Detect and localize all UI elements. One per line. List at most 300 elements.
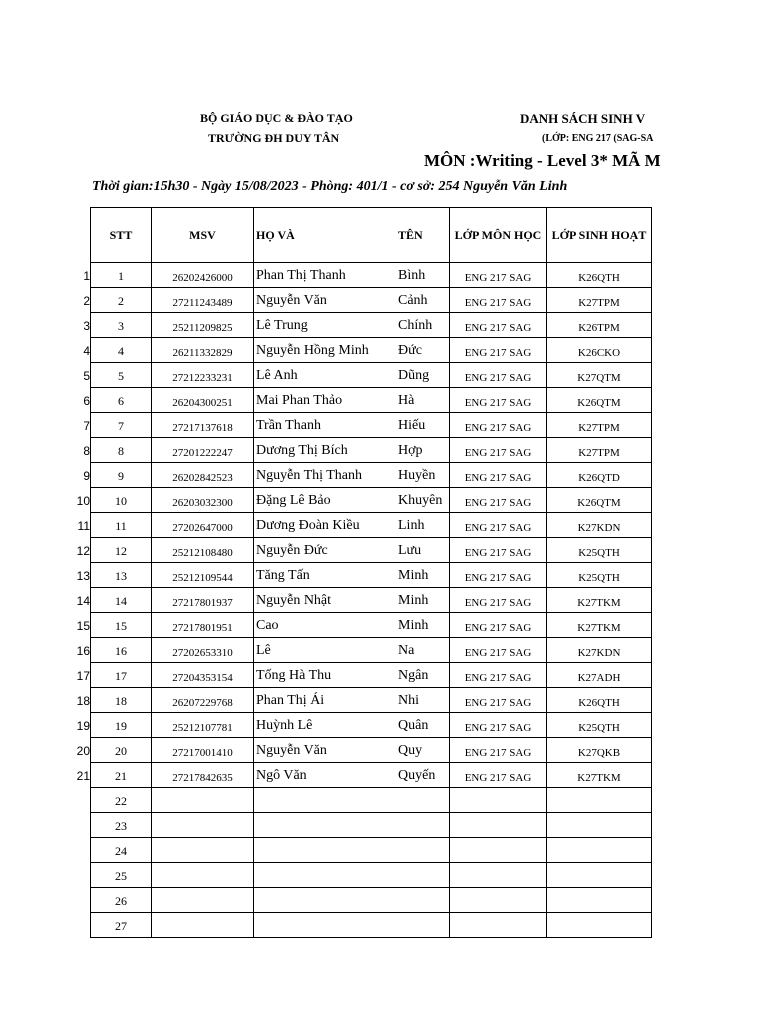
stt-cell bbox=[91, 513, 152, 538]
ten-text: Minh bbox=[398, 593, 429, 608]
table-row bbox=[91, 288, 652, 313]
msv-cell-text: 27211243489 bbox=[172, 297, 233, 309]
homeroom-cell-text: K27TPM bbox=[578, 422, 620, 434]
name-cell bbox=[254, 438, 450, 463]
stt-cell bbox=[91, 863, 152, 888]
msv-cell-text: 27212233231 bbox=[172, 372, 233, 384]
msv-cell bbox=[152, 363, 254, 388]
homeroom-cell-text: K27TKM bbox=[577, 597, 621, 609]
row-number: 11 bbox=[77, 519, 90, 533]
ho-va-text: Nguyễn Văn bbox=[256, 743, 327, 758]
table-row bbox=[91, 513, 652, 538]
stt-cell-text: 27 bbox=[115, 919, 127, 933]
homeroom-cell bbox=[547, 313, 652, 338]
class-cell bbox=[450, 413, 547, 438]
row-number: 13 bbox=[76, 569, 90, 583]
table-row bbox=[91, 863, 652, 888]
table-row bbox=[91, 488, 652, 513]
name-cell-content bbox=[254, 393, 449, 412]
ten-text: Huyền bbox=[398, 468, 436, 483]
class-cell bbox=[450, 763, 547, 788]
stt-cell-text: 5 bbox=[118, 369, 124, 383]
row-number: 9 bbox=[83, 469, 90, 483]
class-cell-text: ENG 217 SAG bbox=[464, 597, 532, 609]
name-cell bbox=[254, 588, 450, 613]
stt-cell-text: 2 bbox=[118, 294, 124, 308]
name-cell bbox=[254, 713, 450, 738]
msv-cell bbox=[152, 738, 254, 763]
homeroom-cell bbox=[547, 288, 652, 313]
name-cell bbox=[254, 813, 450, 838]
ho-va-text: Trần Thanh bbox=[256, 418, 321, 433]
stt-cell bbox=[91, 713, 152, 738]
homeroom-cell-text bbox=[547, 797, 651, 812]
homeroom-cell-text: K25QTH bbox=[578, 547, 620, 559]
msv-cell bbox=[152, 513, 254, 538]
homeroom-cell bbox=[547, 638, 652, 663]
table-row bbox=[91, 563, 652, 588]
ten-text: Đức bbox=[398, 343, 422, 358]
table-row bbox=[91, 413, 652, 438]
msv-cell-text: 27217801951 bbox=[172, 622, 233, 634]
name-cell bbox=[254, 388, 450, 413]
ho-va-text: Huỳnh Lê bbox=[256, 718, 313, 733]
homeroom-cell-text: K26TPM bbox=[578, 322, 620, 334]
msv-cell-text: 25212108480 bbox=[172, 547, 233, 559]
msv-cell bbox=[152, 538, 254, 563]
name-cell bbox=[254, 888, 450, 913]
name-cell bbox=[254, 638, 450, 663]
stt-cell-text: 6 bbox=[118, 394, 124, 408]
table-row bbox=[91, 838, 652, 863]
homeroom-cell-text: K27KDN bbox=[577, 522, 621, 534]
msv-cell-text: 26202842523 bbox=[172, 472, 233, 484]
homeroom-cell bbox=[547, 563, 652, 588]
msv-cell-text: 27202647000 bbox=[172, 522, 233, 534]
row-number: 3 bbox=[83, 319, 90, 333]
column-header-stt: STT bbox=[91, 208, 152, 263]
homeroom-cell bbox=[547, 438, 652, 463]
msv-cell-text bbox=[152, 872, 253, 887]
ten-text: Hợp bbox=[398, 443, 423, 458]
ten-text: Quân bbox=[398, 718, 429, 733]
stt-cell-text: 26 bbox=[115, 894, 127, 908]
homeroom-cell-text bbox=[547, 822, 651, 837]
msv-cell-text: 26202426000 bbox=[172, 272, 233, 284]
stt-cell bbox=[91, 663, 152, 688]
msv-cell bbox=[152, 638, 254, 663]
msv-cell-text: 26207229768 bbox=[172, 697, 233, 709]
homeroom-cell-text: K26QTM bbox=[577, 397, 621, 409]
ten-text: Ngân bbox=[398, 668, 429, 683]
name-cell-content bbox=[254, 843, 449, 862]
homeroom-cell-text: K26QTH bbox=[578, 272, 620, 284]
class-cell-text: ENG 217 SAG bbox=[464, 572, 532, 584]
name-cell-content bbox=[254, 643, 449, 662]
msv-cell-text bbox=[152, 922, 253, 937]
class-cell-text bbox=[450, 847, 546, 862]
table-row bbox=[91, 638, 652, 663]
table-row bbox=[91, 688, 652, 713]
name-cell bbox=[254, 513, 450, 538]
ministry-name: BỘ GIÁO DỤC & ĐÀO TẠO bbox=[200, 111, 353, 125]
name-cell bbox=[254, 563, 450, 588]
stt-cell-text: 14 bbox=[115, 594, 127, 608]
class-cell-text: ENG 217 SAG bbox=[464, 672, 532, 684]
row-number: 18 bbox=[76, 694, 90, 708]
msv-cell bbox=[152, 888, 254, 913]
msv-cell-text: 27204353154 bbox=[172, 672, 233, 684]
name-cell bbox=[254, 363, 450, 388]
table-row bbox=[91, 613, 652, 638]
ten-text: Khuyên bbox=[398, 493, 443, 508]
class-cell-text: ENG 217 SAG bbox=[464, 772, 532, 784]
stt-cell bbox=[91, 388, 152, 413]
ten-text: Bình bbox=[398, 268, 426, 283]
class-cell bbox=[450, 663, 547, 688]
stt-cell bbox=[91, 288, 152, 313]
class-cell bbox=[450, 813, 547, 838]
homeroom-cell bbox=[547, 363, 652, 388]
class-cell-text: ENG 217 SAG bbox=[464, 622, 532, 634]
stt-cell bbox=[91, 888, 152, 913]
row-number: 6 bbox=[83, 394, 90, 408]
ho-va-text: Lê Trung bbox=[256, 318, 308, 333]
msv-cell bbox=[152, 288, 254, 313]
table-row bbox=[91, 663, 652, 688]
name-cell-content bbox=[254, 718, 449, 737]
msv-cell-text: 27217801937 bbox=[172, 597, 233, 609]
ten-text: Dũng bbox=[398, 368, 430, 383]
msv-cell bbox=[152, 263, 254, 288]
row-number: 20 bbox=[76, 744, 90, 758]
stt-cell bbox=[91, 538, 152, 563]
row-number: 10 bbox=[76, 494, 90, 508]
ho-va-text: Phan Thị Ái bbox=[256, 693, 325, 708]
class-cell bbox=[450, 888, 547, 913]
name-cell-content bbox=[254, 443, 449, 462]
homeroom-cell-text bbox=[547, 897, 651, 912]
stt-cell-text: 1 bbox=[118, 269, 124, 283]
stt-cell bbox=[91, 638, 152, 663]
class-cell-text: ENG 217 SAG bbox=[464, 472, 532, 484]
name-cell bbox=[254, 738, 450, 763]
class-cell-text: ENG 217 SAG bbox=[464, 397, 532, 409]
name-cell-content bbox=[254, 543, 449, 562]
stt-cell-text: 8 bbox=[118, 444, 124, 458]
row-number: 5 bbox=[83, 369, 90, 383]
class-cell-text: ENG 217 SAG bbox=[464, 322, 532, 334]
name-cell-content bbox=[254, 743, 449, 762]
homeroom-cell bbox=[547, 463, 652, 488]
subject-line: MÔN :Writing - Level 3* MÃ M bbox=[424, 151, 661, 170]
stt-cell-text: 15 bbox=[115, 619, 127, 633]
stt-cell bbox=[91, 263, 152, 288]
row-number: 12 bbox=[76, 544, 90, 558]
university-name: TRƯỜNG ĐH DUY TÂN bbox=[208, 131, 340, 145]
homeroom-cell bbox=[547, 738, 652, 763]
column-header-ten: TÊN bbox=[398, 227, 423, 242]
class-cell bbox=[450, 913, 547, 938]
class-cell-text: ENG 217 SAG bbox=[464, 347, 532, 359]
name-cell bbox=[254, 788, 450, 813]
class-cell-text bbox=[450, 872, 546, 887]
stt-cell bbox=[91, 813, 152, 838]
class-cell-text: ENG 217 SAG bbox=[464, 422, 532, 434]
msv-cell bbox=[152, 563, 254, 588]
row-number: 15 bbox=[76, 619, 90, 633]
homeroom-cell bbox=[547, 613, 652, 638]
class-cell bbox=[450, 438, 547, 463]
stt-cell-text: 13 bbox=[115, 569, 127, 583]
stt-cell-text: 10 bbox=[115, 494, 127, 508]
ho-va-text: Mai Phan Thảo bbox=[256, 393, 343, 408]
stt-cell-text: 3 bbox=[118, 319, 124, 333]
class-cell bbox=[450, 588, 547, 613]
column-header-lop-mon-hoc: LỚP MÔN HỌC bbox=[450, 208, 547, 263]
ten-text: Chính bbox=[398, 318, 433, 333]
homeroom-cell bbox=[547, 263, 652, 288]
table-row bbox=[91, 588, 652, 613]
table-row bbox=[91, 313, 652, 338]
name-cell bbox=[254, 313, 450, 338]
class-cell bbox=[450, 363, 547, 388]
stt-cell-text: 19 bbox=[115, 719, 127, 733]
name-cell bbox=[254, 913, 450, 938]
homeroom-cell bbox=[547, 813, 652, 838]
name-cell bbox=[254, 688, 450, 713]
name-cell-content bbox=[254, 518, 449, 537]
msv-cell bbox=[152, 388, 254, 413]
homeroom-cell-text: K26QTM bbox=[577, 497, 621, 509]
name-cell-content bbox=[254, 418, 449, 437]
stt-cell-text: 22 bbox=[115, 794, 127, 808]
name-cell-content bbox=[254, 868, 449, 887]
homeroom-cell bbox=[547, 863, 652, 888]
ten-text: Quy bbox=[398, 743, 423, 758]
msv-cell bbox=[152, 613, 254, 638]
ho-va-text: Nguyễn Văn bbox=[256, 293, 327, 308]
homeroom-cell-text: K25QTH bbox=[578, 572, 620, 584]
name-cell-content bbox=[254, 893, 449, 912]
homeroom-cell-text: K27TPM bbox=[578, 297, 620, 309]
msv-cell bbox=[152, 313, 254, 338]
msv-cell-text: 27202653310 bbox=[172, 647, 233, 659]
homeroom-cell bbox=[547, 588, 652, 613]
row-number: 1 bbox=[83, 269, 90, 283]
row-number: 17 bbox=[76, 669, 90, 683]
ho-va-text: Nguyễn Thị Thanh bbox=[256, 468, 363, 483]
class-cell-text: ENG 217 SAG bbox=[464, 647, 532, 659]
stt-cell bbox=[91, 613, 152, 638]
row-number: 2 bbox=[83, 294, 90, 308]
class-cell bbox=[450, 713, 547, 738]
table-row bbox=[91, 788, 652, 813]
table-row bbox=[91, 363, 652, 388]
ho-va-text: Nguyễn Nhật bbox=[256, 593, 332, 608]
table-header-row bbox=[91, 208, 652, 263]
homeroom-cell-text: K27KDN bbox=[577, 647, 621, 659]
class-cell bbox=[450, 613, 547, 638]
table-row bbox=[91, 763, 652, 788]
exam-info: Thời gian:15h30 - Ngày 15/08/2023 - Phòng: 401/1 - cơ sở: 254 Nguyễn Văn Linh bbox=[92, 179, 568, 194]
column-header-ho-va: HỌ VÀ bbox=[256, 227, 295, 242]
homeroom-cell bbox=[547, 538, 652, 563]
msv-cell-text bbox=[152, 797, 253, 812]
msv-cell-text bbox=[152, 822, 253, 837]
homeroom-cell bbox=[547, 338, 652, 363]
stt-cell bbox=[91, 488, 152, 513]
name-cell-content bbox=[254, 693, 449, 712]
stt-cell bbox=[91, 313, 152, 338]
table-row bbox=[91, 263, 652, 288]
class-cell bbox=[450, 563, 547, 588]
class-cell-text bbox=[450, 822, 546, 837]
name-cell-content bbox=[254, 593, 449, 612]
name-cell-content bbox=[254, 918, 449, 937]
name-cell-content bbox=[254, 568, 449, 587]
homeroom-cell bbox=[547, 388, 652, 413]
homeroom-cell bbox=[547, 413, 652, 438]
homeroom-cell-text bbox=[547, 922, 651, 937]
name-cell bbox=[254, 488, 450, 513]
msv-cell-text: 25212107781 bbox=[172, 722, 233, 734]
msv-cell bbox=[152, 913, 254, 938]
homeroom-cell bbox=[547, 488, 652, 513]
msv-cell-text: 27201222247 bbox=[172, 447, 233, 459]
ho-va-text: Đặng Lê Bảo bbox=[256, 493, 331, 508]
class-line: (LỚP: ENG 217 (SAG-SA bbox=[542, 133, 654, 144]
name-cell-content bbox=[254, 818, 449, 837]
msv-cell bbox=[152, 338, 254, 363]
row-number: 19 bbox=[76, 719, 90, 733]
class-cell bbox=[450, 488, 547, 513]
class-cell-text bbox=[450, 922, 546, 937]
msv-cell-text: 27217001410 bbox=[172, 747, 233, 759]
ho-va-text: Tống Hà Thu bbox=[256, 668, 332, 683]
msv-cell-text: 27217842635 bbox=[172, 772, 233, 784]
homeroom-cell bbox=[547, 913, 652, 938]
homeroom-cell-text: K27ADH bbox=[577, 672, 621, 684]
name-cell-content bbox=[254, 293, 449, 312]
ten-text: Hà bbox=[398, 393, 415, 408]
msv-cell bbox=[152, 863, 254, 888]
stt-cell-text: 11 bbox=[115, 519, 127, 533]
msv-cell bbox=[152, 838, 254, 863]
msv-cell bbox=[152, 413, 254, 438]
msv-cell-text: 26203032300 bbox=[172, 497, 233, 509]
msv-cell bbox=[152, 663, 254, 688]
stt-cell bbox=[91, 438, 152, 463]
stt-cell bbox=[91, 563, 152, 588]
stt-cell bbox=[91, 788, 152, 813]
class-cell bbox=[450, 388, 547, 413]
class-cell-text: ENG 217 SAG bbox=[464, 272, 532, 284]
msv-cell-text bbox=[152, 897, 253, 912]
homeroom-cell-text: K27TPM bbox=[578, 447, 620, 459]
stt-cell bbox=[91, 913, 152, 938]
stt-cell bbox=[91, 763, 152, 788]
stt-cell-text: 16 bbox=[115, 644, 127, 658]
table-row bbox=[91, 738, 652, 763]
ho-va-text: Nguyễn Đức bbox=[256, 543, 328, 558]
class-cell bbox=[450, 838, 547, 863]
table-row bbox=[91, 813, 652, 838]
stt-cell-text: 7 bbox=[118, 419, 124, 433]
name-cell-content bbox=[254, 493, 449, 512]
stt-cell-text: 9 bbox=[118, 469, 124, 483]
name-cell-content bbox=[254, 468, 449, 487]
stt-cell-text: 21 bbox=[115, 769, 127, 783]
class-cell bbox=[450, 313, 547, 338]
class-cell-text: ENG 217 SAG bbox=[464, 722, 532, 734]
class-cell bbox=[450, 863, 547, 888]
ho-va-text: Dương Đoàn Kiều bbox=[256, 518, 360, 533]
row-number: 4 bbox=[83, 344, 90, 358]
msv-cell bbox=[152, 788, 254, 813]
class-cell-text: ENG 217 SAG bbox=[464, 372, 532, 384]
homeroom-cell-text: K25QTH bbox=[578, 722, 620, 734]
homeroom-cell-text: K27TKM bbox=[577, 772, 621, 784]
homeroom-cell bbox=[547, 513, 652, 538]
homeroom-cell bbox=[547, 663, 652, 688]
msv-cell-text: 25212109544 bbox=[172, 572, 233, 584]
column-header-msv: MSV bbox=[152, 208, 254, 263]
msv-cell bbox=[152, 463, 254, 488]
class-cell-text: ENG 217 SAG bbox=[464, 447, 532, 459]
class-cell-text bbox=[450, 897, 546, 912]
table-row bbox=[91, 338, 652, 363]
column-header-lop-sinh-hoat: LỚP SINH HOẠT bbox=[547, 208, 652, 263]
msv-cell bbox=[152, 688, 254, 713]
class-cell bbox=[450, 688, 547, 713]
ten-text: Quyến bbox=[398, 768, 436, 783]
class-cell bbox=[450, 788, 547, 813]
row-number: 21 bbox=[76, 769, 90, 783]
homeroom-cell-text: K26QTD bbox=[578, 472, 620, 484]
ho-va-text: Dương Thị Bích bbox=[256, 443, 348, 458]
class-cell-text: ENG 217 SAG bbox=[464, 522, 532, 534]
homeroom-cell-text: K27TKM bbox=[577, 622, 621, 634]
stt-cell-text: 18 bbox=[115, 694, 127, 708]
ho-va-text: Cao bbox=[256, 618, 279, 633]
ho-va-text: Tăng Tấn bbox=[256, 568, 310, 583]
homeroom-cell bbox=[547, 763, 652, 788]
msv-cell bbox=[152, 713, 254, 738]
name-cell-content bbox=[254, 368, 449, 387]
row-number: 14 bbox=[76, 594, 90, 608]
name-cell bbox=[254, 288, 450, 313]
homeroom-cell bbox=[547, 788, 652, 813]
class-cell bbox=[450, 638, 547, 663]
name-cell-content bbox=[254, 318, 449, 337]
ten-text: Na bbox=[398, 643, 415, 658]
name-cell-content bbox=[254, 618, 449, 637]
ten-text: Minh bbox=[398, 568, 429, 583]
class-cell-text: ENG 217 SAG bbox=[464, 297, 532, 309]
stt-cell bbox=[91, 363, 152, 388]
homeroom-cell-text: K27QTM bbox=[577, 372, 621, 384]
msv-cell bbox=[152, 588, 254, 613]
ten-text: Hiếu bbox=[398, 418, 426, 433]
ho-va-text: Phan Thị Thanh bbox=[256, 268, 346, 283]
name-cell bbox=[254, 663, 450, 688]
stt-cell bbox=[91, 588, 152, 613]
stt-cell-text: 4 bbox=[118, 344, 124, 358]
class-cell bbox=[450, 263, 547, 288]
msv-cell-text: 26204300251 bbox=[172, 397, 233, 409]
class-cell bbox=[450, 738, 547, 763]
